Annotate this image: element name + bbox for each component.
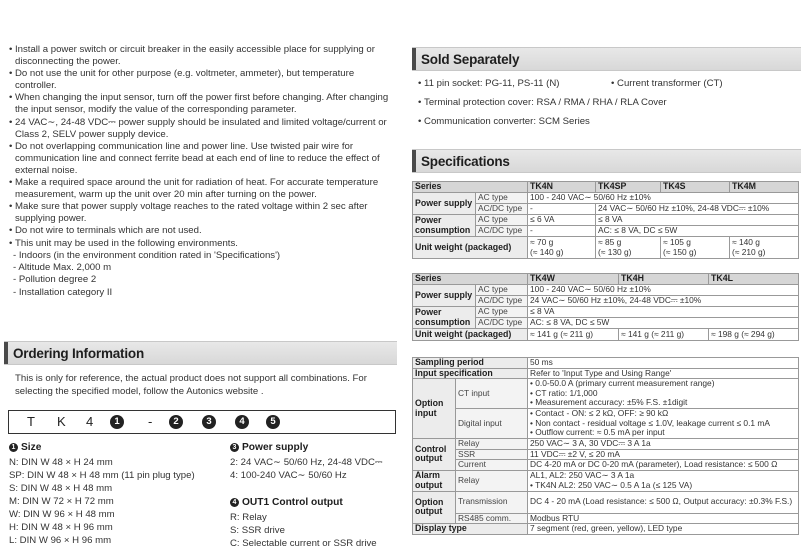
- table-row: [413, 237, 799, 259]
- power-consumption-label: Power consumption: [413, 215, 476, 237]
- specifications-header: [412, 149, 801, 173]
- size-option-l: L: DIN W 96 × H 96 mm: [9, 535, 112, 546]
- relay-label: Relay: [456, 439, 528, 450]
- spec-table-3: [412, 357, 799, 535]
- sold-item-converter: • Communication converter: SCM Series: [418, 116, 590, 127]
- size-option-h: H: DIN W 48 × H 96 mm: [9, 522, 113, 533]
- code-position-1-icon: 1: [110, 415, 124, 429]
- series-label: Series: [413, 274, 528, 285]
- model-tk4l: TK4L: [709, 274, 799, 285]
- out1-option-r: R: Relay: [230, 512, 267, 523]
- power-consumption-label: Power consumption: [413, 307, 476, 329]
- table-row: [413, 379, 799, 409]
- env-item-indoors: - Indoors (in the environment condition rated in 'Specifications'): [13, 249, 281, 261]
- model-tk4h: TK4H: [619, 274, 709, 285]
- out1-option-c: C: Selectable current or SSR drive: [230, 538, 377, 549]
- table-row: [413, 470, 799, 491]
- ac-type-label: AC type: [476, 193, 528, 204]
- sold-item-ct: • Current transformer (CT): [611, 78, 723, 89]
- display-type-value: 7 segment (red, green, yellow), LED type: [528, 524, 799, 535]
- out1-title: 4 OUT1 Control output: [230, 496, 398, 509]
- sampling-period-label: Sampling period: [413, 358, 528, 369]
- weight-tk4n: ≈ 70 g (≈ 140 g): [528, 237, 596, 259]
- number-1-icon: 1: [9, 443, 18, 452]
- power-option-4: 4: 100-240 VAC∼ 50/60 Hz: [230, 470, 347, 481]
- ac-type-label: AC type: [476, 285, 528, 296]
- note-2: • Do not use the unit for other purpose (e.g. voltmeter, ammeter), but temperature controller.: [9, 68, 355, 92]
- power-supply-ac-value: 100 - 240 VAC∼ 50/60 Hz ±10%: [528, 285, 799, 296]
- display-type-label: Display type: [413, 524, 528, 535]
- weight-tk4l: ≈ 198 g (≈ 294 g): [709, 329, 799, 341]
- power-consumption-acdc-tk4n: -: [528, 226, 596, 237]
- table-row: [413, 449, 799, 460]
- model-tk4sp: TK4SP: [596, 182, 661, 193]
- transmission-value: DC 4 - 20 mA (Load resistance: ≤ 500 Ω, Output accuracy: ±0.3% F.S.): [528, 491, 799, 513]
- acdc-type-label: AC/DC type: [476, 318, 528, 329]
- out1-option-s: S: SSR drive: [230, 525, 285, 536]
- weight-tk4w: ≈ 141 g (≈ 211 g): [528, 329, 619, 341]
- header-accent-bar: [412, 48, 416, 70]
- option-input-label: Option input: [413, 379, 456, 439]
- code-position-2-icon: 2: [169, 415, 183, 429]
- power-supply-options: [230, 441, 398, 482]
- ssr-value: 11 VDC⎓ ±2 V, ≤ 20 mA: [528, 449, 799, 460]
- table-row: [413, 491, 799, 513]
- size-title: 1 Size: [9, 441, 224, 454]
- table-row: [413, 329, 799, 341]
- ordering-information-header: [4, 341, 397, 365]
- sold-separately-header: [412, 47, 801, 71]
- weight-tk4h: ≈ 141 g (≈ 211 g): [619, 329, 709, 341]
- alarm-relay-label: Relay: [456, 470, 528, 491]
- table-row: [413, 358, 799, 369]
- power-supply-label: Power supply: [413, 285, 476, 307]
- rs485-value: Modbus RTU: [528, 513, 799, 524]
- power-consumption-ac-tk4n: ≤ 6 VA: [528, 215, 596, 226]
- power-consumption-acdc-value: AC: ≤ 8 VA, DC ≤ 5W: [528, 318, 799, 329]
- weight-tk4m: ≈ 140 g (≈ 210 g): [730, 237, 799, 259]
- table-row: [413, 193, 799, 204]
- control-output-label: Control output: [413, 439, 456, 471]
- alarm-output-value: AL1, AL2: 250 VAC∼ 3 A 1a • TK4N AL2: 250 VAC∼ 0.5 A 1a (≤ 125 VA): [528, 470, 799, 491]
- number-3-icon: 3: [230, 443, 239, 452]
- out1-options: [230, 496, 398, 550]
- ct-input-value: • 0.0-50.0 A (primary current measurement range) • CT ratio: 1/1,000 • Measurement accuracy: ±5% F.S. ±1digit: [528, 379, 799, 409]
- model-tk4w: TK4W: [528, 274, 619, 285]
- spec-table-2: [412, 273, 799, 341]
- table-row: [413, 215, 799, 226]
- table-row: [413, 274, 799, 285]
- series-label: Series: [413, 182, 528, 193]
- env-item-pollution: - Pollution degree 2: [13, 274, 97, 286]
- note-9: • This unit may be used in the following environments.: [9, 237, 238, 249]
- digital-input-value: • Contact - ON: ≤ 2 kΩ, OFF: ≥ 90 kΩ • Non contact - residual voltage ≤ 1.0V, leakage current ≤ 0.1 mA • Outflow current: ≈ 0.5 mA per input: [528, 409, 799, 439]
- option-output-label: Option output: [413, 491, 456, 524]
- table-row: [413, 439, 799, 450]
- model-code-box: [8, 410, 396, 434]
- acdc-type-label: AC/DC type: [476, 296, 528, 307]
- note-7: • Make sure that power supply voltage reaches to the rated voltage within 2 sec after supplying power.: [9, 201, 368, 225]
- table-row: [413, 285, 799, 296]
- table-row: [413, 409, 799, 439]
- ordering-information-title: Ordering Information: [13, 346, 145, 361]
- power-supply-label: Power supply: [413, 193, 476, 215]
- header-accent-bar: [4, 342, 8, 364]
- note-8: • Do not wire to terminals which are not used.: [9, 225, 202, 237]
- size-options: [9, 441, 224, 547]
- acdc-type-label: AC/DC type: [476, 226, 528, 237]
- sold-item-cover: • Terminal protection cover: RSA / RMA / RHA / RLA Cover: [418, 97, 667, 108]
- sampling-period-value: 50 ms: [528, 358, 799, 369]
- input-specification-value: Refer to 'Input Type and Using Range': [528, 368, 799, 379]
- unit-weight-label: Unit weight (packaged): [413, 329, 528, 341]
- power-supply-acdc-tk4n: -: [528, 204, 596, 215]
- env-item-altitude: - Altitude Max. 2,000 m: [13, 262, 112, 273]
- power-supply-title: 3 Power supply: [230, 441, 398, 454]
- current-value: DC 4-20 mA or DC 0-20 mA (parameter), Load resistance: ≤ 500 Ω: [528, 460, 799, 471]
- alarm-output-label: Alarm output: [413, 470, 456, 491]
- sold-separately-title: Sold Separately: [421, 52, 520, 67]
- power-consumption-ac-value: ≤ 8 VA: [596, 215, 799, 226]
- unit-weight-label: Unit weight (packaged): [413, 237, 528, 259]
- specifications-title: Specifications: [421, 154, 510, 169]
- note-5: • Do not overlapping communication line and power line. Use twisted pair wire for communication line and connect ferrite bead at each end of line to reduce the effect of external noise.: [9, 140, 380, 176]
- power-supply-acdc-value: 24 VAC∼ 50/60 Hz ±10%, 24-48 VDC⎓ ±10%: [596, 204, 799, 215]
- rs485-label: RS485 comm.: [456, 513, 528, 524]
- input-specification-label: Input specification: [413, 368, 528, 379]
- table-row: [413, 368, 799, 379]
- size-option-sp: SP: DIN W 48 × H 48 mm (11 pin plug type): [9, 470, 195, 481]
- code-digit-4: 4: [86, 414, 94, 429]
- model-tk4s: TK4S: [661, 182, 730, 193]
- note-4: • 24 VAC∼, 24-48 VDC⎓ power supply should be insulated and limited voltage/current or Class 2, SELV power supply device.: [9, 116, 387, 140]
- code-position-5-icon: 5: [266, 415, 280, 429]
- code-position-4-icon: 4: [235, 415, 249, 429]
- env-item-installation: - Installation category II: [13, 286, 113, 298]
- digital-input-label: Digital input: [456, 409, 528, 439]
- size-option-m: M: DIN W 72 × H 72 mm: [9, 496, 114, 507]
- ct-input-label: CT input: [456, 379, 528, 409]
- power-supply-acdc-value: 24 VAC∼ 50/60 Hz ±10%, 24-48 VDC⎓ ±10%: [528, 296, 799, 307]
- ssr-label: SSR: [456, 449, 528, 460]
- ordering-information-text: This is only for reference, the actual product does not support all combinations. For selecting the specified model, follow the Autonics website .: [15, 373, 367, 397]
- note-3: • When changing the input sensor, turn off the power first before changing. After changing the input sensor, modify the value of the corresponding parameter.: [9, 92, 389, 116]
- weight-tk4sp: ≈ 85 g (≈ 130 g): [596, 237, 661, 259]
- sold-item-socket: • 11 pin socket: PG-11, PS-11 (N): [418, 78, 560, 89]
- installation-notes: [8, 44, 398, 299]
- header-accent-bar: [412, 150, 416, 172]
- relay-value: 250 VAC∼ 3 A, 30 VDC⎓ 3 A 1a: [528, 439, 799, 450]
- power-supply-ac-value: 100 - 240 VAC∼ 50/60 Hz ±10%: [528, 193, 799, 204]
- power-consumption-acdc-value: AC: ≤ 8 VA, DC ≤ 5W: [596, 226, 799, 237]
- size-option-w: W: DIN W 96 × H 48 mm: [9, 509, 115, 520]
- note-1: • Install a power switch or circuit breaker in the easily accessible place for supplying or disconnecting the power.: [9, 44, 375, 68]
- code-letter-t: T: [27, 414, 35, 429]
- code-position-3-icon: 3: [202, 415, 216, 429]
- transmission-label: Transmission: [456, 491, 528, 513]
- number-4-icon: 4: [230, 498, 239, 507]
- current-label: Current: [456, 460, 528, 471]
- note-6: • Make a required space around the unit for radiation of heat. For accurate temperature measurement, warm up the unit over 20 min after turning on the power.: [9, 177, 379, 201]
- code-letter-k: K: [57, 414, 66, 429]
- code-dash: -: [148, 414, 153, 429]
- model-tk4n: TK4N: [528, 182, 596, 193]
- power-consumption-ac-value: ≤ 8 VA: [528, 307, 799, 318]
- table-row: [413, 513, 799, 524]
- table-row: [413, 524, 799, 535]
- weight-tk4s: ≈ 105 g (≈ 150 g): [661, 237, 730, 259]
- size-option-s: S: DIN W 48 × H 48 mm: [9, 483, 113, 494]
- ac-type-label: AC type: [476, 307, 528, 318]
- spec-table-1: [412, 181, 799, 259]
- table-row: [413, 182, 799, 193]
- acdc-type-label: AC/DC type: [476, 204, 528, 215]
- table-row: [413, 460, 799, 471]
- ac-type-label: AC type: [476, 215, 528, 226]
- power-option-2: 2: 24 VAC∼ 50/60 Hz, 24-48 VDC⎓: [230, 457, 383, 468]
- table-row: [413, 307, 799, 318]
- model-tk4m: TK4M: [730, 182, 799, 193]
- size-option-n: N: DIN W 48 × H 24 mm: [9, 457, 113, 468]
